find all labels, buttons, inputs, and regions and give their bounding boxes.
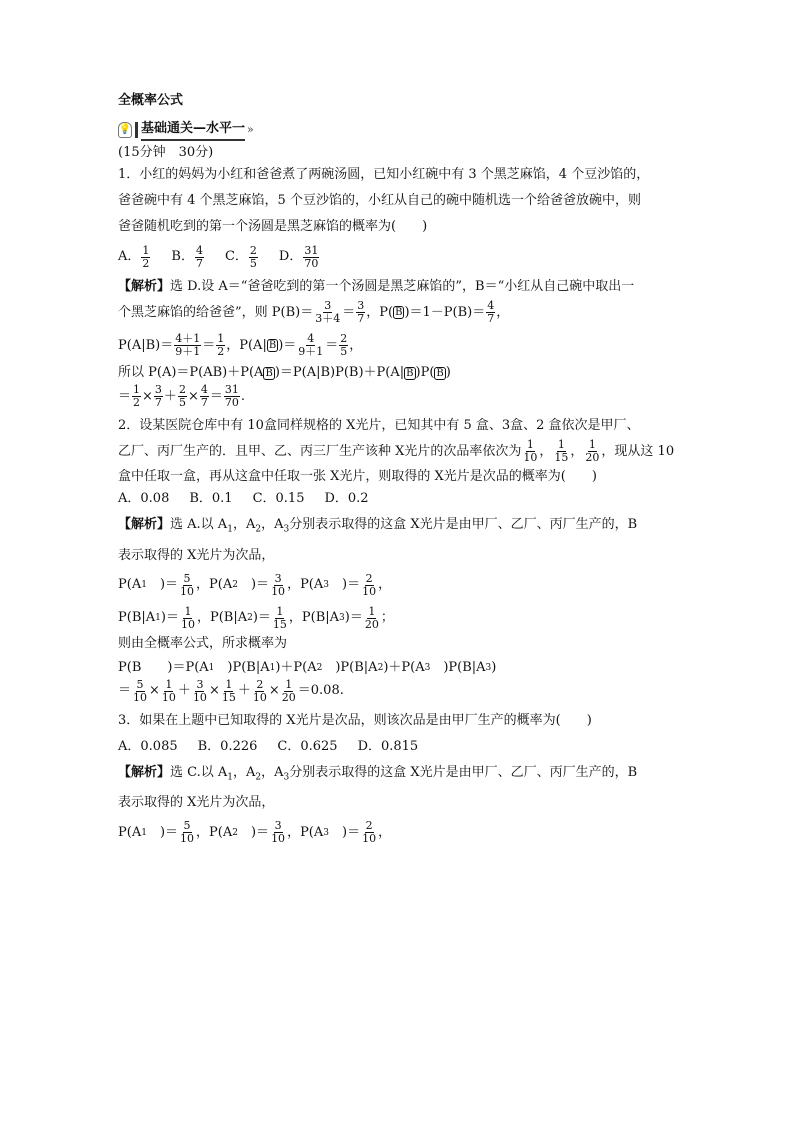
q2-calculation: ＝ $\frac{5}{10}$ × $\frac{1}{10}$ ＋ $\frac{3}{10}$ × $\frac{1}{15}$ ＋ $\frac{2}{10}$ × $\frac{1}{20}$ ＝0.08. — [118, 677, 344, 704]
section-bar — [135, 122, 138, 138]
q3-option-a: A．0.085 — [118, 738, 178, 754]
section-title: 基础通关—水平一 — [141, 120, 245, 141]
q1-stem-line-3: 爸爸随机吃到的第一个汤圆是黑芝麻馅的概率为( ) — [118, 219, 428, 234]
q1-stem-line-2: 爸爸碗中有 4 个黑芝麻馅，5 个豆沙馅的，小红从自己的碗中随机选一个给爸爸放碗中，则 — [118, 193, 641, 208]
q2-stem-line-1: 2．设某医院仓库中有 10盒同样规格的 X光片，已知其中有 5 盒、3盒、2 盒依次是甲厂、 — [118, 418, 640, 433]
q2-option-d: D．0.2 — [324, 491, 369, 506]
q2-option-a: A．0.08 — [118, 491, 170, 506]
q1-solution-line-5: ＝ $\frac{1}{2}$ × $\frac{3}{7}$ ＋ $\frac{2}{5}$ × $\frac{4}{7}$ ＝ $\frac{31}{70}$ . — [118, 383, 245, 409]
q2-solution-line-2: 表示取得的 X光片为次品， — [118, 547, 275, 563]
q1-option-b: B． $\frac{4}{7}$ — [171, 243, 203, 270]
q2-option-c: C．0.15 — [252, 491, 305, 506]
q3-options — [118, 738, 678, 756]
q2-options — [118, 490, 678, 508]
q3-solution-line-1: 【解析】选 C.以 $A_1$，$A_2$，$A_3$分别表示取得的这盒 X光片是由甲厂、乙厂、丙厂生产的，B — [118, 764, 638, 783]
q2-option-b: B．0.1 — [189, 491, 233, 506]
q1-solution-line-4: 所以 P(A)＝P(AB)＋P(A B )＝P(A|B)P(B)＋P(A| B )P( B ) — [118, 365, 451, 380]
q2-solution-line-3: P(A 1 )＝ $\frac{5}{10}$ ，P(A 2 )＝ $\frac{3}{10}$ ，P(A 3 )＝ $\frac{2}{10}$ ， — [118, 571, 392, 598]
q2-solution-line-4: P(B|A 1 )＝ $\frac{1}{10}$ ，P(B|A 2 )＝ $\frac{1}{15}$ ，P(B|A 3 )＝ $\frac{1}{20}$ ； — [118, 604, 394, 631]
document-page — [118, 92, 678, 845]
q3-stem: 3．如果在上题中已知取得的 X光片是次品，则该次品是由甲厂生产的概率为( ) — [118, 712, 592, 728]
q2-solution-line-1: 【解析】选 A.以 $A_1$，$A_2$，$A_3$分别表示取得的这盒 X光片是由甲厂、乙厂、丙厂生产的，B — [118, 517, 638, 535]
q1-options — [118, 240, 678, 274]
q1-solution-line-1: 【解析】选 D.设 A＝“爸爸吃到的第一个汤圆是黑芝麻馅的”，B＝“小红从自己碗中取出一 — [118, 279, 635, 294]
time-score: (15分钟 30分) — [118, 145, 214, 160]
q2-stem-line-3: 盒中任取一盒，再从这盒中任取一张 X光片，则取得的 X光片是次品的概率为( ) — [118, 469, 597, 484]
q1-solution-line-3: P(A|B)＝ $\frac{4+1}{9+1}$ ＝ $\frac{1}{2}$ ，P(A| B )＝ $\frac{4}{9+1}$ ＝ $\frac{2}{5}$ ， — [118, 332, 363, 358]
section-header — [118, 120, 678, 140]
q2-total-prob-text: 则由全概率公式，所求概率为 — [118, 635, 288, 651]
q2-total-prob-formula: P(B )＝P(A 1 )P(B|A 1 )＋P(A 2 )P(B|A 2 )＋P(A 3 )P(B|A 3 ) — [118, 659, 497, 675]
q2-stem-line-2: 乙厂、丙厂生产的．且甲、乙、丙三厂生产该种 X光片的次品率依次为 $\frac{1}{10}$ ， $\frac{1}{15}$ ， $\frac{1}{20}$ ，现从这 10 — [118, 438, 675, 464]
q1-option-a: A． $\frac{1}{2}$ — [118, 243, 150, 270]
q1-stem-line-1: 1．小红的妈妈为小红和爸爸煮了两碗汤圆，已知小红碗中有 3 个黑芝麻馅，4 个豆沙馅的， — [118, 167, 650, 182]
q3-solution-line-3: P(A 1 )＝ $\frac{5}{10}$ ，P(A 2 )＝ $\frac{3}{10}$ ，P(A 3 )＝ $\frac{2}{10}$ ， — [118, 819, 392, 846]
q1-solution-line-2: 个黑芝麻馅的给爸爸”，则 P(B)＝ $\frac{3}{3+4}$ ＝ $\frac{3}{7}$ ，P( B )＝1－P(B)＝ $\frac{4}{7}$ ， — [118, 299, 510, 325]
q3-option-c: C．0.625 — [277, 738, 338, 754]
q3-option-d: D．0.815 — [357, 738, 419, 754]
q3-solution-line-2: 表示取得的 X光片为次品， — [118, 795, 275, 811]
double-arrow-icon: » — [247, 123, 254, 136]
q3-option-b: B．0.226 — [197, 738, 258, 754]
lightbulb-icon: 💡 — [118, 122, 132, 138]
q1-option-d: D． $\frac{31}{70}$ — [278, 243, 319, 270]
page-title: 全概率公式 — [118, 93, 184, 108]
q1-option-c: C． $\frac{2}{5}$ — [224, 243, 257, 270]
